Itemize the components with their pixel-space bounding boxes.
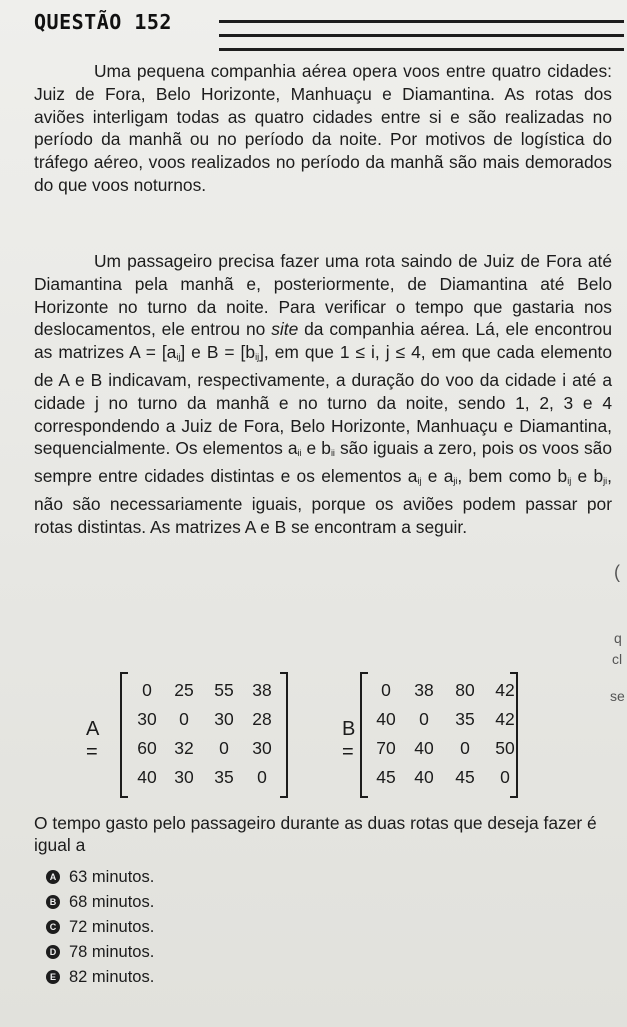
subscript: ii [330, 448, 335, 459]
matrix-name: B [342, 718, 356, 740]
option-letter-badge: B [46, 895, 60, 909]
option-letter-badge: E [46, 970, 60, 984]
matrix-cell: 40 [414, 738, 434, 758]
paragraph-2 [34, 250, 612, 539]
option-text: 63 minutos. [69, 868, 155, 886]
matrix-cell: 0 [179, 709, 189, 729]
paragraph-1 [34, 60, 612, 197]
side-fragment: ( [614, 562, 620, 582]
matrix-cell: 40 [137, 767, 157, 787]
text-span: da companhia aérea. Lá, ele encontrou as matrizes A = [a [34, 319, 612, 363]
matrix-a-label [86, 718, 98, 764]
matrix-cell: 30 [137, 709, 157, 729]
option-letter-badge: C [46, 920, 60, 934]
matrix-cell: 40 [414, 767, 434, 787]
matrix-cell: 0 [460, 738, 470, 758]
subscript: ij [255, 352, 260, 363]
option-text: 78 minutos. [69, 943, 155, 961]
matrix-cell: 40 [376, 709, 396, 729]
matrix-cell: 0 [142, 680, 152, 700]
text-span: , não são necessariamente iguais, porque os aviões podem passar por rotas distintas. As matrizes A e B se encontram a seguir. [34, 466, 613, 537]
text-span: são iguais a zero, pois os voos são sempre entre cidades distintas e os elementos a [34, 438, 612, 487]
left-bracket [120, 672, 128, 798]
matrix-cell: 25 [174, 680, 194, 700]
matrix-cell: 0 [419, 709, 429, 729]
question-statement [34, 812, 612, 856]
subscript: ji [603, 476, 608, 487]
matrix-cell: 0 [381, 680, 391, 700]
matrix-cell: 30 [252, 738, 272, 758]
matrix-cell: 80 [455, 680, 475, 700]
text-span-italic: site [271, 319, 299, 340]
matrix-cell: 60 [137, 738, 157, 758]
paragraph-1-text: Uma pequena companhia aérea opera voos entre quatro cidades: Juiz de Fora, Belo Horizonte, Manhuaçu e Diamantina. As rotas dos aviões interligam todas as quatro cidades entre si e são realizadas no período da manhã ou no período da noite. Por motivos de logística do tráfego aéreo, voos realizados no período da manhã são mais demorados do que voos noturnos. [34, 61, 612, 195]
matrix-cell: 32 [174, 738, 194, 758]
text-span: Um passageiro precisa fazer uma rota saindo de Juiz de Fora até Diamantina pela manhã e, posteriormente, de Diamantina até Belo Horizonte no turno da noite. Para verificar o tempo que gastaria nos deslocamentos, ele entrou no [34, 251, 612, 340]
matrix-cell: 28 [252, 709, 272, 729]
matrix-cell: 38 [252, 680, 272, 700]
question-header [34, 8, 624, 58]
right-bracket [510, 672, 518, 798]
paragraph-2-text [34, 250, 612, 539]
subscript: ji [453, 476, 458, 487]
left-bracket [360, 672, 368, 798]
matrix-cell: 55 [214, 680, 234, 700]
matrix-cell: 70 [376, 738, 396, 758]
side-fragment: q [614, 630, 622, 646]
option-text: 82 minutos. [69, 968, 155, 986]
matrix-cell: 0 [219, 738, 229, 758]
question-number: QUESTÃO 152 [34, 10, 172, 34]
header-rule [219, 34, 624, 37]
header-rule [219, 48, 624, 51]
subscript: ij [176, 352, 181, 363]
matrix-cell: 45 [376, 767, 396, 787]
matrix-b-grid [368, 676, 524, 792]
matrix-cell: 38 [414, 680, 434, 700]
matrix-cell: 42 [495, 680, 515, 700]
subscript: ij [567, 476, 572, 487]
option-letter-badge: A [46, 870, 60, 884]
matrix-name: A [86, 718, 99, 740]
equals-sign: = [86, 741, 98, 763]
text-span: e b [571, 466, 604, 487]
matrix-cell: 42 [495, 709, 515, 729]
option-text: 72 minutos. [69, 918, 155, 936]
subscript: ii [297, 448, 302, 459]
text-span: , bem como b [457, 466, 568, 487]
right-bracket [280, 672, 288, 798]
matrix-cell: 0 [257, 767, 267, 787]
matrix-cell: 30 [214, 709, 234, 729]
text-span: ] e B = [b [180, 342, 256, 363]
matrix-cell: 50 [495, 738, 515, 758]
text-span: ], em que 1 ≤ i, j ≤ 4, em que cada elemento de A e B indicavam, respectivamente, a duração do voo da cidade i até a cidade j no turno da manhã e no turno da noite, sendo 1, 2, 3 e 4 correspondendo a Juiz de Fora, Belo Horizonte, Manhuaçu e Diamantina, sequencialmente. Os elementos a [34, 342, 612, 459]
matrix-cell: 0 [500, 767, 510, 787]
option-letter-badge: D [46, 945, 60, 959]
matrix-cell: 35 [214, 767, 234, 787]
matrix-cell: 30 [174, 767, 194, 787]
header-rule [219, 20, 624, 23]
matrix-b-label [342, 718, 355, 764]
question-text: O tempo gasto pelo passageiro durante as duas rotas que deseja fazer é igual a [34, 813, 597, 855]
matrix-cell: 45 [455, 767, 475, 787]
text-span: e a [421, 466, 454, 487]
matrix-cell: 35 [455, 709, 475, 729]
option-text: 68 minutos. [69, 893, 155, 911]
side-fragment: se [610, 688, 625, 704]
matrix-a-grid [130, 676, 280, 792]
subscript: ij [417, 476, 422, 487]
equals-sign: = [342, 741, 354, 763]
side-fragment: cl [612, 651, 623, 667]
text-span: e b [301, 438, 331, 459]
